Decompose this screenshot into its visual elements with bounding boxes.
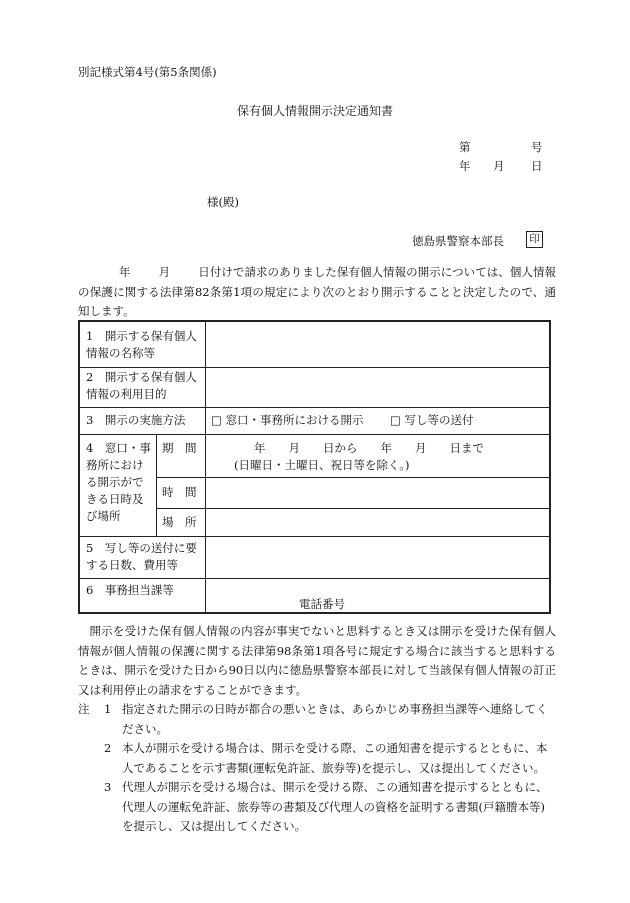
row-divider [80, 434, 549, 435]
note-item-2 [78, 739, 556, 778]
date-month-label: 月 [493, 159, 505, 173]
sub-row-divider [156, 508, 549, 509]
note-item-3 [78, 778, 556, 837]
method-option-copy: □ 写し等の送付 [390, 413, 474, 427]
period-label: 期 間 [162, 441, 197, 455]
intro-text: 日付けで請求のありました保有個人情報の開示については、個人情報の保護に関する法律第82条第1項の規定により次のとおり開示することと決定したので、通知します。 [78, 265, 557, 318]
row5-label: 5 写し等の送付に要する日数、費用等 [86, 541, 197, 572]
correction-notice-paragraph: 開示を受けた保有個人情報の内容が事実でないと思料するとき又は開示を受けた保有個人情報が個人情報の保護に関する法律第98条第1項各号に規定する場合に該当すると思料するときは、開示を受けた日から90日以内に徳島県警察本部長に対して当該保有個人情報の訂正又は利用停止の請求をすることができます。 [78, 624, 556, 697]
intro-year-label: 年 [119, 265, 131, 279]
period-note: (日曜日・土曜日、祝日等を除く。) [234, 458, 410, 472]
sender-name: 徳島県警察本部長 [412, 234, 504, 248]
row4-label: 4 窓口・事務所における開示ができる日時及び場所 [86, 441, 151, 523]
document-title: 保有個人情報開示決定通知書 [236, 104, 393, 118]
period-range-text: 年 月 日から 年 月 日まで [254, 441, 484, 455]
disclosure-details-table [78, 320, 551, 614]
note-number: 2 [104, 741, 112, 755]
date-day-label: 日 [531, 159, 543, 173]
sub-label-divider [156, 434, 157, 536]
time-label: 時 間 [162, 485, 197, 499]
row-divider [80, 367, 549, 368]
row3-label: 3 開示の実施方法 [86, 413, 186, 427]
note-text: 本人が開示を受ける場合は、開示を受ける際、この通知書を提示するとともに、本人であることを示す書類(運転免許証、旅券等)を提示し、又は提出してください。 [122, 741, 548, 775]
addressee-line: 様(殿) [207, 195, 239, 209]
note-text: 代理人が開示を受ける場合は、開示を受ける際、この通知書を提示するとともに、代理人の運転免許証、旅券等の書類及び代理人の資格を証明する書類(戸籍謄本等)を提示し、又は提出してください。 [122, 780, 548, 833]
sub-row-divider [156, 477, 549, 478]
row2-label: 2 開示する保有個人情報の利用目的 [86, 370, 197, 401]
row-divider [80, 407, 549, 408]
label-column-divider [205, 322, 206, 614]
note-number: 1 [104, 702, 112, 716]
notice-section [78, 622, 556, 837]
document-number-prefix: 第 [459, 140, 471, 154]
intro-month-label: 月 [158, 265, 171, 279]
phone-number-label: 電話番号 [299, 597, 345, 611]
intro-paragraph [78, 263, 556, 322]
note-item-1 [78, 700, 556, 739]
seal-stamp: 印 [526, 231, 543, 248]
note-text: 指定された開示の日時が都合の悪いときは、あらかじめ事務担当課等へ連絡してください。 [122, 702, 548, 736]
document-number-suffix: 号 [531, 140, 543, 154]
row-divider [80, 536, 549, 537]
method-option-office: □ 窓口・事務所における開示 [211, 413, 364, 427]
place-label: 場 所 [162, 515, 197, 529]
note-number: 3 [104, 780, 112, 794]
note-mark: 注 [78, 702, 90, 716]
form-number-label: 別記様式第4号(第5条関係) [78, 65, 217, 79]
date-year-label: 年 [459, 159, 471, 173]
row-divider [80, 578, 549, 579]
row6-label: 6 事務担当課等 [86, 583, 174, 597]
row1-label: 1 開示する保有個人情報の名称等 [86, 329, 197, 360]
